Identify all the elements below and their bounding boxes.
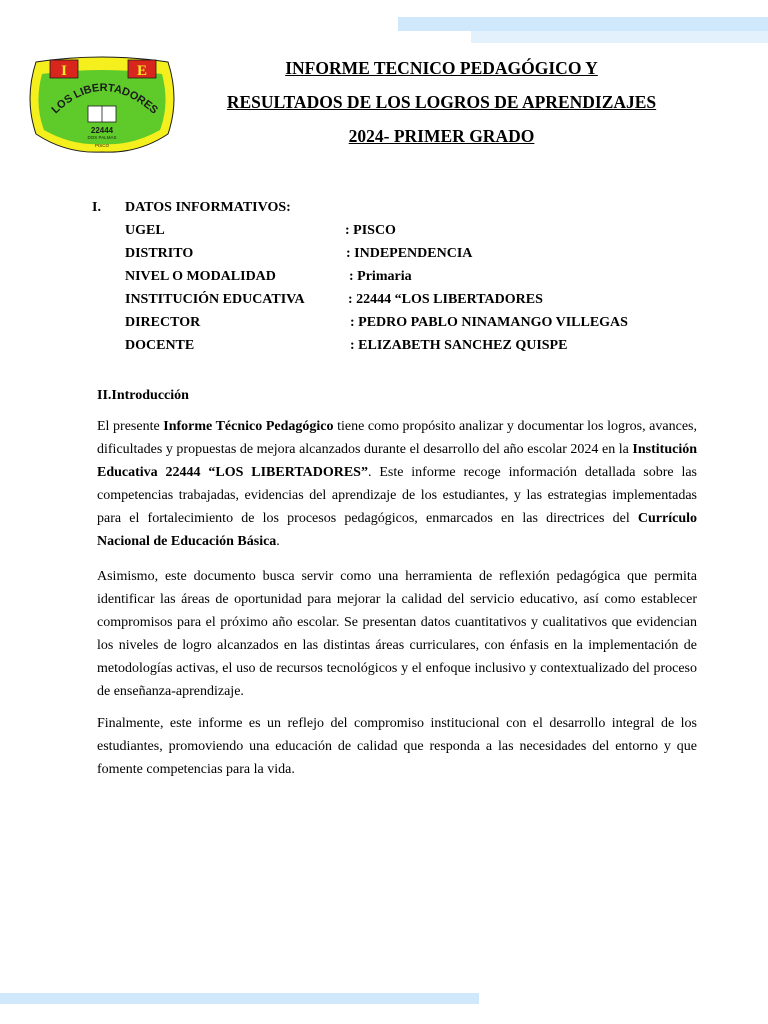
document-title-line-1: INFORME TECNICO PEDAGÓGICO Y bbox=[285, 58, 598, 78]
info-label: DISTRITO bbox=[125, 246, 194, 261]
info-value: : Primaria bbox=[349, 269, 412, 284]
text-run: tiene como propósito analizar y documentar los logros, avances, dificultades y propuestas de mejora alcanzados durante el desarrollo del año escolar 2024 en la bbox=[97, 419, 697, 457]
info-value: : PEDRO PABLO NINAMANGO VILLEGAS bbox=[350, 315, 628, 330]
section-1-number: I. bbox=[92, 200, 101, 215]
bold-run: Informe Técnico Pedagógico bbox=[163, 419, 334, 434]
logo-place: DOS PALMAS bbox=[87, 135, 117, 140]
info-label: NIVEL O MODALIDAD bbox=[125, 269, 276, 284]
document-title-line-3: 2024- PRIMER GRADO bbox=[348, 126, 535, 146]
info-value: : INDEPENDENCIA bbox=[346, 246, 473, 261]
logo-arc-text: LOS LIBERTADORES bbox=[49, 81, 160, 117]
section-1-heading: DATOS INFORMATIVOS: bbox=[125, 200, 291, 215]
bold-run: Institución Educativa 22444 “LOS LIBERTADORES” bbox=[97, 442, 697, 480]
info-value: : PISCO bbox=[345, 223, 396, 238]
intro-paragraph-1 bbox=[97, 415, 697, 553]
school-logo bbox=[28, 54, 176, 154]
intro-paragraph-3: Finalmente, este informe es un reflejo del compromiso institucional con el desarrollo integral de los estudiantes, promoviendo una educación de calidad que responda a las necesidades del entorno y que fomente competencias para la vida. bbox=[97, 716, 697, 777]
logo-bottom-text: PISCO bbox=[94, 143, 110, 148]
info-label: UGEL bbox=[125, 223, 165, 238]
info-value: : 22444 “LOS LIBERTADORES bbox=[348, 292, 543, 307]
text-run: . bbox=[276, 534, 280, 549]
footer-decor-band bbox=[0, 993, 479, 1004]
text-run: . Este informe recoge información detallada sobre las competencias trabajadas, evidencias del aprendizaje de los estudiantes, y las estrategias implementadas para el fortalecimiento de los procesos pedagógicos, enmarcados en las directrices del bbox=[97, 465, 698, 526]
info-label: INSTITUCIÓN EDUCATIVA bbox=[125, 292, 305, 307]
header-decor-band-secondary bbox=[471, 31, 768, 43]
logo-letter-right: E bbox=[136, 63, 148, 79]
header-decor-band bbox=[398, 17, 768, 31]
info-label: DIRECTOR bbox=[125, 315, 201, 330]
info-value: : ELIZABETH SANCHEZ QUISPE bbox=[350, 338, 568, 353]
bold-run: Currículo Nacional de Educación Básica bbox=[97, 511, 697, 549]
text-run: El presente bbox=[97, 419, 164, 434]
intro-paragraph-2: Asimismo, este documento busca servir como una herramienta de reflexión pedagógica que permita identificar las áreas de oportunidad para mejorar la calidad del servicio educativo, así como establecer compromisos para el próximo año escolar. Se presentan datos cuantitativos y cualitativos que evidencian los niveles de logro alcanzados en las distintas áreas curriculares, con énfasis en la implementación de metodologías activas, el uso de recursos tecnológicos y el enfoque inclusivo y contextualizado del proceso de enseñanza-aprendizaje. bbox=[97, 569, 697, 699]
info-label: DOCENTE bbox=[125, 338, 195, 353]
logo-number: 22444 bbox=[90, 126, 114, 135]
logo-letter-left: I bbox=[61, 63, 67, 79]
section-2-heading: II.Introducción bbox=[97, 388, 189, 403]
document-title-line-2: RESULTADOS DE LOS LOGROS DE APRENDIZAJES bbox=[226, 92, 657, 112]
